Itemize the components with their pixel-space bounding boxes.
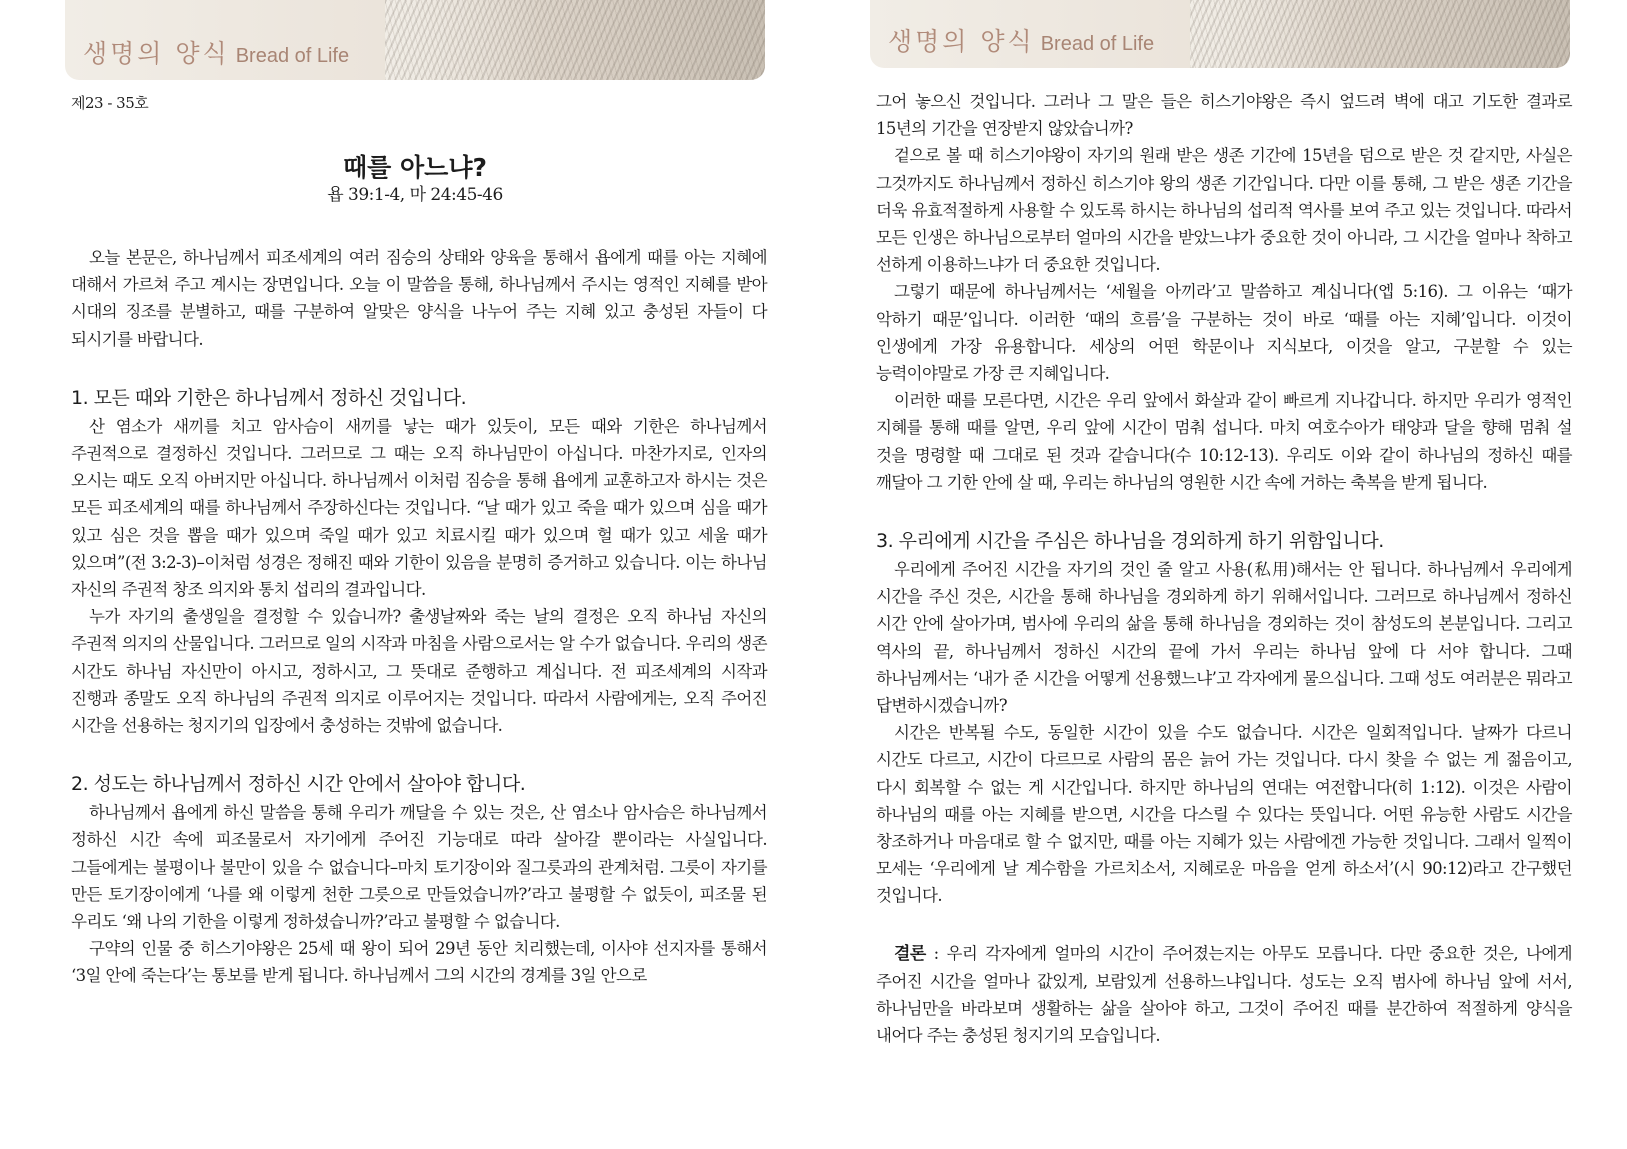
section-1-paragraph-1: 산 염소가 새끼를 치고 암사슴이 새끼를 낳는 때가 있듯이, 모든 때와 기한은 하나님께서 주권적으로 결정하신 것입니다. 그러므로 그 때는 오직 하나님만이 아십니다. 마찬가지로, 인자의 오시는 때도 오직 아버지만 아십니다. 하나님께서 이처럼 짐승을 통해 욥에게 교훈하고자 하시는 것은 모든 피조세계의 때를 하나님께서 주장하신다는 것입니다. “날 때가 있고 죽을 때가 있으며 심을 때가 있고 심은 것을 뽑을 때가 있으며 죽일 때가 있고 치료시킬 때가 있으며 헐 때가 있고 세울 때가 있으며”(전 3:2-3)–이처럼 성경은 정해진 때와 기한이 있음을 분명히 증거하고 있습니다. 이는 하나님 자신의 주권적 창조 의지와 통치 섭리의 결과입니다.	[71, 416, 767, 600]
right-body	[876, 88, 1572, 1050]
section-2-paragraph-1: 하나님께서 욥에게 하신 말씀을 통해 우리가 깨달을 수 있는 것은, 산 염소나 암사슴은 하나님께서 정하신 시간 속에 피조물로서 자기에게 주어진 기능대로 따라 살아갈 뿐이라는 사실입니다. 그들에게는 불평이나 불만이 있을 수 없습니다–마치 토기장이와 질그릇과의 관계처럼. 그릇이 자기를 만든 토기장이에게 ‘나를 왜 이렇게 천한 그릇으로 만들었습니까?’라고 불평할 수 없듯이, 피조물 된 우리도 ‘왜 나의 기한을 이렇게 정하셨습니까?’라고 불평할 수 없습니다.	[71, 803, 767, 932]
section-2-paragraph-2: 구약의 인물 중 히스기야왕은 25세 때 왕이 되어 29년 동안 치리했는데, 이사야 선지자를 통해서 ‘3일 안에 죽는다’는 통보를 받게 됩니다. 하나님께서 그의 시간의 경계를 3일 안으로	[71, 939, 767, 986]
section-2-heading: 2. 성도는 하나님께서 정하신 시간 안에서 살아야 합니다.	[71, 773, 526, 796]
banner-title-korean: 생명의 양식	[83, 39, 230, 68]
conclusion-paragraph	[876, 940, 1572, 1050]
banner-image	[1190, 0, 1570, 68]
banner-image	[385, 0, 765, 80]
banner-title	[888, 22, 1154, 58]
scripture-reference: 욥 39:1-4, 마 24:45-46	[327, 185, 503, 205]
paragraph-redeem-time: 그렇기 때문에 하나님께서는 ‘세월을 아끼라’고 말씀하고 계십니다(엡 5:16). 그 이유는 ‘때가 악하기 때문’입니다. 이러한 ‘때의 흐름’을 구분하는 것이 바로 ‘때를 아는 지혜’입니다. 이것이 인생에게 가장 유용합니다. 세상의 어떤 학문이나 지식보다, 이것을 알고, 구분할 수 있는 능력이야말로 가장 큰 지혜입니다.	[876, 282, 1572, 384]
issue-number: 제23 - 35호	[71, 94, 149, 112]
paragraph-joshua: 이러한 때를 모른다면, 시간은 우리 앞에서 화살과 같이 빠르게 지나갑니다. 하지만 우리가 영적인 지혜를 통해 때를 알면, 우리 앞에 시간이 멈춰 섭니다. 마치 여호수아가 태양과 달을 향해 멈춰 설 것을 명령할 때 그대로 된 것과 같습니다(수 10:12-13). 우리도 이와 같이 하나님의 정하신 때를 깨달아 그 기한 안에 살 때, 우리는 하나님의 영원한 시간 속에 거하는 축복을 받게 됩니다.	[876, 391, 1572, 492]
conclusion-text: : 우리 각자에게 얼마의 시간이 주어졌는지는 아무도 모릅니다. 다만 중요한 것은, 나에게 주어진 시간을 얼마나 값있게, 보람있게 선용하느냐입니다. 성도는 오직 범사에 하나님 앞에 서서, 하나님만을 바라보며 생활하는 삶을 살아야 하고, 그것이 주어진 때를 분간하여 적절하게 양식을 내어다 주는 충성된 청지기의 모습입니다.	[876, 943, 1572, 1046]
conclusion-label: 결론	[894, 943, 926, 964]
banner-title-english: Bread of Life	[1040, 33, 1155, 55]
left-page	[65, 0, 767, 986]
banner-title-korean: 생명의 양식	[888, 27, 1035, 56]
right-page	[870, 0, 1572, 1046]
header-banner	[870, 0, 1570, 68]
sermon-title: 때를 아느냐?	[343, 153, 487, 182]
section-3-paragraph-1: 우리에게 주어진 시간을 자기의 것인 줄 알고 사용(私用)해서는 안 됩니다. 하나님께서 우리에게 시간을 주신 것은, 시간을 통해 하나님을 경외하게 하기 위해서입니다. 그러므로 하나님께서 정하신 시간 안에 살아가며, 범사에 우리의 삶을 통해 하나님을 경외하는 것이 참성도의 본분입니다. 그리고 역사의 끝, 하나님께서 정하신 시간의 끝에 가서 우리는 하나님 앞에 다 서야 합니다. 그때 하나님께서는 ‘내가 준 시간을 어떻게 선용했느냐’고 각자에게 물으십니다. 그때 성도 여러분은 뭐라고 답변하시겠습니까?	[876, 560, 1572, 716]
section-1-paragraph-2: 누가 자기의 출생일을 결정할 수 있습니까? 출생날짜와 죽는 날의 결정은 오직 하나님 자신의 주권적 의지의 산물입니다. 그러므로 일의 시작과 마침을 사람으로서는 알 수가 없습니다. 우리의 생존 시간도 하나님 자신만이 아시고, 정하시고, 그 뜻대로 준행하고 계십니다. 전 피조세계의 시작과 진행과 종말도 오직 하나님의 주권적 의지로 이루어지는 것입니다. 따라서 사람에게는, 오직 주어진 시간을 선용하는 청지기의 입장에서 충성하는 것밖에 없습니다.	[71, 607, 767, 736]
banner-title-english: Bread of Life	[235, 45, 350, 67]
section-1-heading: 1. 모든 때와 기한은 하나님께서 정하신 것입니다.	[71, 386, 467, 409]
section-3-heading: 3. 우리에게 시간을 주심은 하나님을 경외하게 하기 위함입니다.	[876, 530, 1384, 553]
banner-title	[83, 34, 349, 70]
left-body	[71, 244, 767, 990]
paragraph-hezekiah: 겉으로 볼 때 히스기야왕이 자기의 원래 받은 생존 기간에 15년을 덤으로 받은 것 같지만, 사실은 그것까지도 하나님께서 정하신 히스기야 왕의 생존 기간입니다. 다만 이를 통해, 그 받은 생존 기간을 더욱 유효적절하게 사용할 수 있도록 하시는 하나님의 섭리적 역사를 보여 주고 있는 것입니다. 따라서 모든 인생은 하나님으로부터 얼마의 시간을 받았느냐가 중요한 것이 아니라, 그 시간을 얼마나 착하고 선하게 이용하느냐가 더 중요한 것입니다.	[876, 146, 1572, 275]
sermon-title-block	[65, 152, 765, 206]
header-banner	[65, 0, 765, 80]
section-3-paragraph-2: 시간은 반복될 수도, 동일한 시간이 있을 수도 없습니다. 시간은 일회적입니다. 날짜가 다르니 시간도 다르고, 시간이 다르므로 사람의 몸은 늙어 가는 것입니다. 다시 찾을 수 없는 게 젊음이고, 다시 회복할 수 없는 게 시간입니다. 하지만 하나님의 연대는 여전합니다(히 1:12). 이것은 사람이 하나님의 때를 아는 지혜를 받으면, 시간을 다스릴 수 있다는 뜻입니다. 어떤 유능한 사람도 시간을 창조하거나 마음대로 할 수 없지만, 때를 아는 지혜가 있는 사람에겐 가능한 것입니다. 그래서 일찍이 모세는 ‘우리에게 날 계수함을 가르치소서, 지혜로운 마음을 얻게 하소서’(시 90:12)라고 간구했던 것입니다.	[876, 723, 1572, 906]
continued-paragraph: 그어 놓으신 것입니다. 그러나 그 말은 들은 히스기야왕은 즉시 엎드려 벽에 대고 기도한 결과로 15년의 기간을 연장받지 않았습니까?	[876, 92, 1572, 139]
intro-paragraph: 오늘 본문은, 하나님께서 피조세계의 여러 짐승의 상태와 양육을 통해서 욥에게 때를 아는 지혜에 대해서 가르쳐 주고 계시는 장면입니다. 오늘 이 말씀을 통해, 하나님께서 주시는 영적인 지혜를 받아 시대의 징조를 분별하고, 때를 구분하여 알맞은 양식을 나누어 주는 지혜 있고 충성된 자들이 다 되시기를 바랍니다.	[71, 248, 767, 349]
